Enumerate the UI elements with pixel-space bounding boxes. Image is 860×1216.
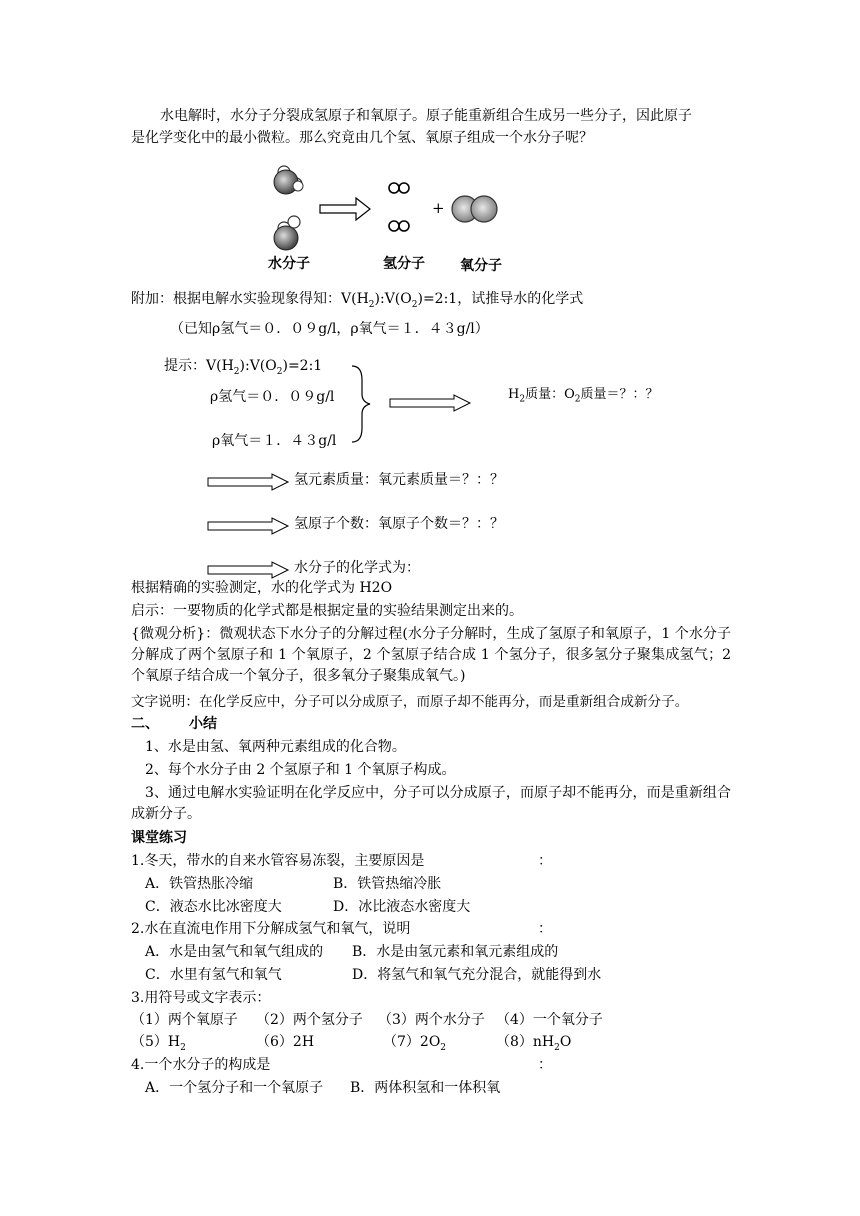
hint-density-oxygen: ρ氧气＝１．４３g/l (212, 433, 337, 449)
intro-line-2: 是化学变化中的最小微粒。那么究竟由几个氢、氧原子组成一个水分子呢？ (131, 130, 593, 146)
water-molecule-2 (274, 216, 300, 250)
micro-analysis: {微观分析}：微观状态下水分子的分解过程(水分子分解时，生成了氢原子和氧原子，1 个水分子分解成了两个氢原子和 1 个氧原子，2 个氢原子结合成 1 个氢分子，很多氢分子聚集成氢气；2 个氧原子结合成一个氧分子，很多氧分子聚集成氧气。) (131, 626, 731, 684)
q4-option-a: A．一个氢分子和一个氧原子 (145, 1080, 324, 1096)
hydrogen-molecule-label: 氢分子 (383, 256, 425, 272)
hint-arrow-mass (390, 395, 470, 411)
appendix-title: 附加：根据电解水实验现象得知：$V(H_2):V(O_2)=2:1$，试推导水的化学式 (131, 291, 584, 310)
water-molecule-1 (274, 166, 303, 194)
hint-density-hydrogen: ρ氢气＝０．０９g/l (210, 389, 335, 405)
q4-option-b: B．两体积氢和一体积氧 (350, 1080, 501, 1096)
q3-item-5: $(5)H_2$ (131, 1034, 186, 1053)
hint-formula-prompt: 水分子的化学式为： (294, 560, 420, 576)
q3-item-7: $(7)2O_2$ (383, 1034, 447, 1053)
q2-option-c: C．水里有氢气和氧气 (145, 967, 282, 983)
q1-colon: ： (538, 853, 552, 869)
q2-option-a: A．水是由氢气和氧气组成的 (145, 944, 324, 960)
q3-item-6: （6）2H (256, 1034, 315, 1050)
hint-atom-count-ratio: 氢原子个数：氧原子个数＝？：？ (294, 516, 504, 532)
q3-item-2: （2）两个氢分子 (256, 1012, 363, 1028)
q3-item-1: （1）两个氧原子 (131, 1012, 238, 1028)
hint-mass-ratio: $H_2$质量：$O_2$质量＝？：？ (508, 387, 659, 405)
q4-stem: 4.一个水分子的构成是 (131, 1057, 271, 1073)
insight: 启示：一要物质的化学式都是根据定量的实验结果测定出来的。 (131, 603, 523, 619)
q1-option-d: D．冰比液态水密度大 (333, 899, 471, 915)
q3-item-8: $(8)nH_2O$ (496, 1034, 572, 1053)
water-molecule-label: 水分子 (268, 256, 310, 272)
plus-sign: + (432, 199, 445, 217)
hydrogen-molecule-1 (389, 183, 409, 193)
q3-stem: 3.用符号或文字表示： (131, 990, 271, 1006)
oxygen-molecule (452, 196, 497, 222)
text-note: 文字说明：在化学反应中，分子可以分成原子，而原子却不能再分，而是重新组合成新分子。 (131, 694, 689, 710)
q2-colon: ： (538, 921, 552, 937)
q2-option-d: D．将氢气和氧气充分混合，就能得到水 (352, 967, 602, 983)
summary-item-3: 3、通过电解水实验证明在化学反应中，分子可以分成原子，而原子却不能再分，而是重新组合成新分子。 (131, 785, 731, 822)
q3-item-4: （4）一个氧分子 (496, 1012, 603, 1028)
q3-item-3: （3）两个水分子 (378, 1012, 485, 1028)
hint-element-mass-ratio: 氢元素质量：氧元素质量＝？：？ (294, 472, 504, 488)
q1-stem: 1.冬天，带水的自来水管容易冻裂，主要原因是 (131, 853, 425, 869)
hydrogen-molecule-2 (389, 221, 409, 231)
q1-option-a: A．铁管热胀冷缩 (145, 876, 254, 892)
reaction-arrow (320, 198, 370, 220)
q1-option-c: C．液态水比冰密度大 (145, 899, 282, 915)
q4-colon: ： (538, 1057, 552, 1073)
summary-heading: 小结 (189, 716, 217, 732)
summary-heading-number: 二、 (131, 716, 159, 732)
oxygen-molecule-label: 氧分子 (460, 258, 502, 274)
hint-arrow-atom (208, 518, 288, 534)
hint-brace (352, 366, 370, 442)
exercises-heading: 课堂练习 (131, 830, 187, 846)
q2-stem: 2.水在直流电作用下分解成氢气和氧气，说明 (131, 921, 411, 937)
hint-arrow-formula (208, 562, 288, 578)
hint-volume-ratio: 提示：$V(H_2):V(O_2)=2:1$ (164, 358, 323, 377)
q1-option-b: B．铁管热缩冷胀 (333, 876, 442, 892)
hint-arrow-element (208, 474, 288, 490)
appendix-known-values: （已知ρ氢气＝０．０９g/l，ρ氧气＝１．４３g/l） (170, 321, 489, 337)
conclusion: 根据精确的实验测定，水的化学式为 H2O (131, 580, 393, 596)
summary-item-1: 1、水是由氢、氧两种元素组成的化合物。 (145, 739, 406, 755)
summary-item-2: 2、每个水分子由 2 个氢原子和 1 个氧原子构成。 (145, 762, 456, 778)
q2-option-b: B．水是由氢元素和氧元素组成的 (352, 944, 559, 960)
intro-line-1: 水电解时，水分子分裂成氢原子和氧原子。原子能重新组合生成另一些分子，因此原子 (160, 108, 692, 124)
